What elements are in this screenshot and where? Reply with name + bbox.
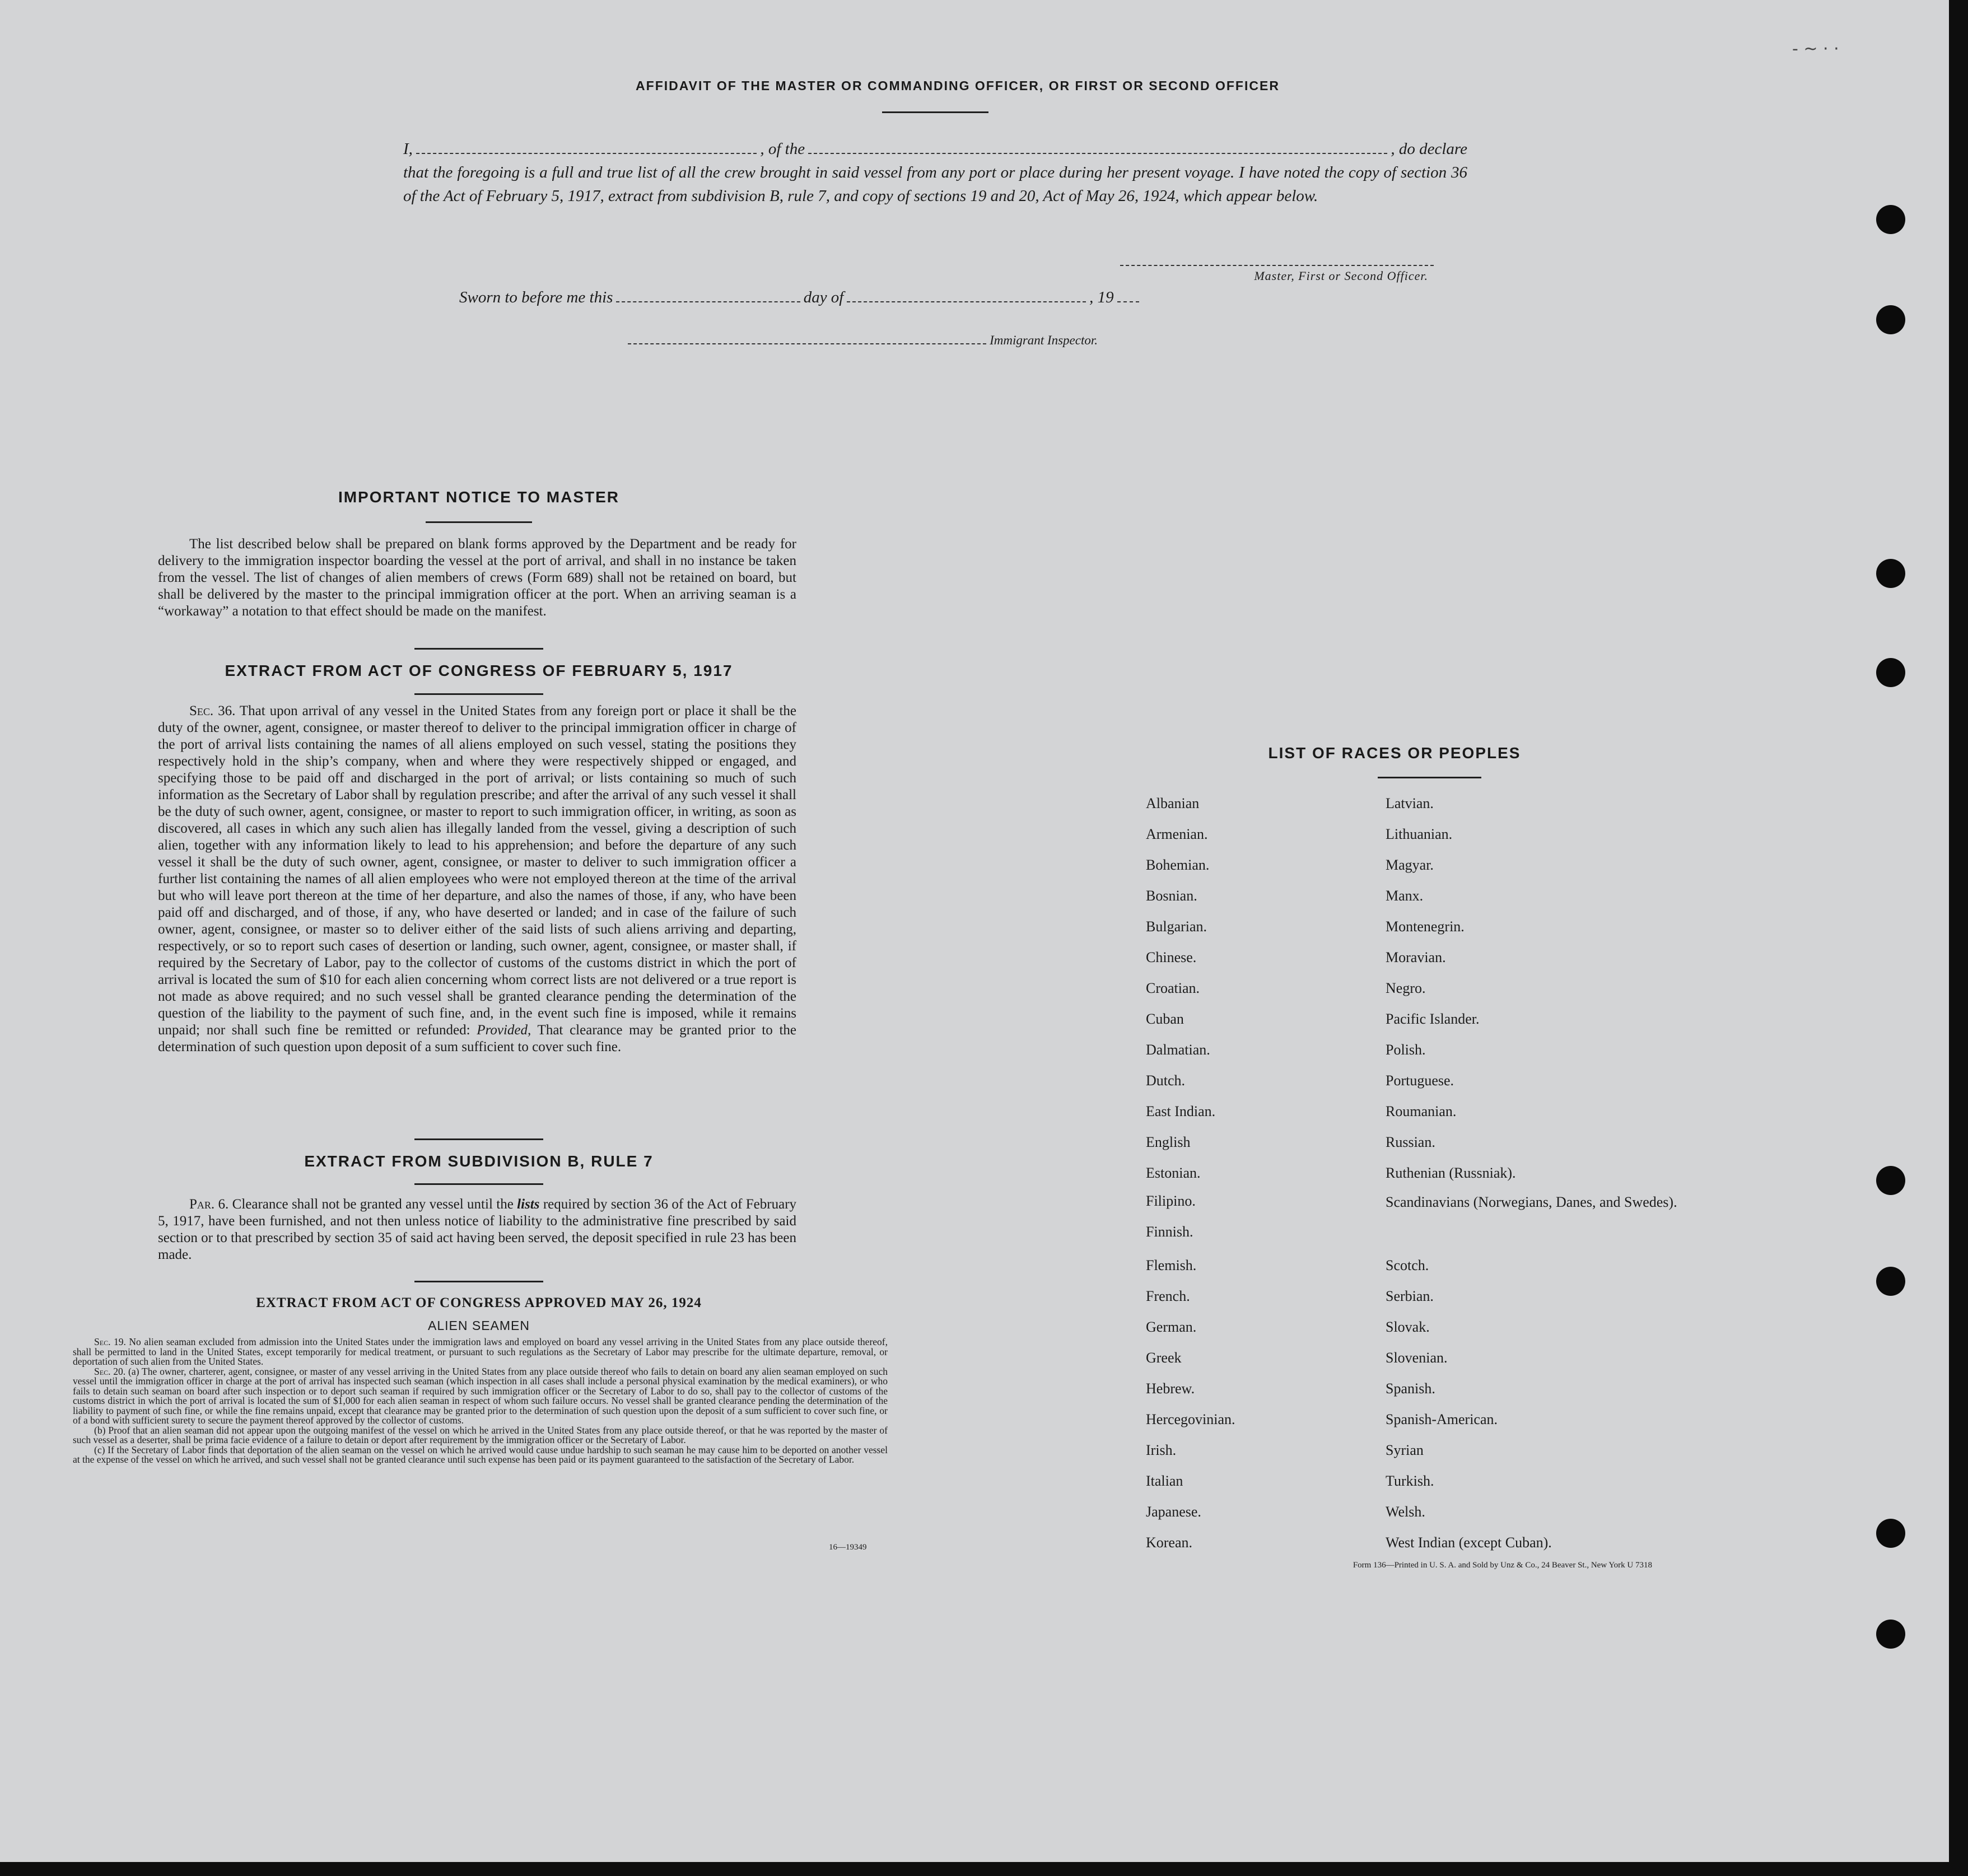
sec-36-label: Sec. 36. — [189, 703, 236, 718]
race-item: Latvian. — [1386, 795, 1434, 811]
punch-hole — [1876, 1519, 1905, 1548]
race-item: Bosnian. — [1146, 888, 1197, 904]
race-item: Armenian. — [1146, 826, 1208, 842]
race-item: Croatian. — [1146, 980, 1200, 996]
month-blank[interactable] — [847, 301, 1086, 302]
race-item: Negro. — [1386, 980, 1426, 996]
race-item: Irish. — [1146, 1442, 1177, 1458]
race-item: Japanese. — [1146, 1504, 1201, 1520]
affidavit-block — [403, 137, 1467, 208]
race-item: Hercegovinian. — [1146, 1411, 1235, 1427]
race-item: French. — [1146, 1288, 1190, 1304]
proviso-label: Provided, — [477, 1023, 531, 1038]
day-blank[interactable] — [616, 301, 800, 302]
declarant-line — [403, 137, 1467, 161]
race-item: Slovenian. — [1386, 1350, 1448, 1366]
race-item: Syrian — [1386, 1442, 1424, 1458]
act-1924-title: EXTRACT FROM ACT OF CONGRESS APPROVED MAY 26, 1924 — [256, 1295, 702, 1310]
race-item: Korean. — [1146, 1534, 1193, 1551]
race-item: Bulgarian. — [1146, 918, 1207, 935]
par-6-label: Par. 6. — [189, 1197, 229, 1212]
act-1924-body — [73, 1337, 888, 1465]
race-item: Hebrew. — [1146, 1380, 1195, 1397]
sec-19-label: Sec. 19. — [94, 1336, 126, 1347]
rule-7-body — [158, 1196, 796, 1263]
notice-rule — [426, 521, 532, 523]
races-right-column — [1386, 788, 1677, 1558]
race-item: Polish. — [1386, 1042, 1426, 1058]
race-item: Cuban — [1146, 1011, 1184, 1027]
inspector-caption: Immigrant Inspector. — [990, 333, 1098, 347]
act-1917-rule — [414, 693, 543, 695]
race-item: Lithuanian. — [1386, 826, 1453, 842]
punch-hole — [1876, 205, 1905, 234]
race-item: Scandinavians (Norwegians, Danes, and Swedes). — [1386, 1194, 1677, 1210]
act-1917-body — [158, 703, 796, 1056]
race-item: Welsh. — [1386, 1504, 1425, 1520]
print-code: 16—19349 — [829, 1543, 867, 1552]
sec-20a-text: (a) The owner, charterer, agent, consignee, or master of any vessel arriving in the United States from any place outside thereof who fails to detain on board any alien seaman employed on such vessel until the immigration officer in charge at the port of arrival has inspected such seaman (which inspection in all cases shall include a personal physical examination by the medical examiners), or who fails to detain such seaman on board after such inspection or to deport such seaman if required by such immigration officer or the Secretary of Labor to do so, shall pay to the collector of customs of the customs district in which the port of arrival is located the sum of $1,000 for each alien seaman in respect of whom such failure occurs. No vessel shall be granted clearance pending the determination of the liability to payment of such fine, or while the fine remains unpaid, except that clearance may be granted prior to the determination of such question upon the deposit of a sum sufficient to cover such fine, or of a bond with sufficient surety to secure the payment thereof approved by the collector of customs. — [73, 1365, 888, 1426]
race-item: Chinese. — [1146, 949, 1197, 965]
race-item: Moravian. — [1386, 949, 1446, 965]
race-item: Dalmatian. — [1146, 1042, 1210, 1058]
act-1917-title: EXTRACT FROM ACT OF CONGRESS OF FEBRUARY 5, 1917 — [225, 662, 733, 679]
par-6-text: Clearance shall not be granted any vessel until the — [232, 1197, 514, 1212]
race-item: German. — [1146, 1319, 1197, 1335]
races-rule — [1378, 777, 1481, 778]
race-item: Greek — [1146, 1350, 1182, 1366]
sworn-year: , 19 — [1089, 288, 1114, 306]
inspector-blank[interactable] — [628, 343, 986, 344]
race-item: Flemish. — [1146, 1257, 1197, 1273]
race-item: English — [1146, 1134, 1191, 1150]
sec-19-text: No alien seaman excluded from admission into the United States under the immigration laws and employed on board any vessel arriving in the United States from any place outside thereof, shall be permitted to land in the United States, except temporarily for medical treatment, or pursuant to such regulations as the Secretary of Labor may prescribe for the ultimate departure, removal, or deportation of such alien from the United States. — [73, 1336, 888, 1367]
race-item: Pacific Islander. — [1386, 1011, 1480, 1027]
race-item: Bohemian. — [1146, 857, 1210, 873]
year-blank[interactable] — [1117, 301, 1139, 302]
vessel-blank[interactable] — [808, 153, 1387, 154]
sworn-day-of: day of — [803, 288, 844, 306]
affidavit-of-the: , of the — [760, 140, 805, 158]
signature-blank[interactable] — [1120, 265, 1434, 266]
race-item: Manx. — [1386, 888, 1424, 904]
races-left-column — [1146, 788, 1359, 1558]
race-item: East Indian. — [1146, 1103, 1216, 1119]
race-item: Serbian. — [1386, 1288, 1434, 1304]
lists-word: lists — [517, 1197, 540, 1212]
race-item: Slovak. — [1386, 1319, 1430, 1335]
title-rule — [882, 111, 988, 113]
sworn-prefix: Sworn to before me this — [459, 288, 613, 306]
rule-7-rule — [414, 1183, 543, 1185]
inspector-line — [624, 333, 1098, 349]
race-item: West Indian (except Cuban). — [1386, 1534, 1552, 1551]
notice-body: The list described below shall be prepared on blank forms approved by the Department and be ready for delivery to the immigration inspector boarding the vessel at the port of arrival, and shall in no instance be taken from the vessel. The list of changes of alien members of crews (Form 689) shall not be retained on board, but shall be delivered by the master to the principal immigration officer at the port. When an arriving seaman is a “workaway” a notation to that effect should be made on the manifest. — [158, 536, 796, 619]
race-item: Filipino. — [1146, 1193, 1196, 1209]
rule-7-end-rule — [414, 1281, 543, 1282]
punch-hole — [1876, 1267, 1905, 1296]
affidavit-title: AFFIDAVIT OF THE MASTER OR COMMANDING OFFICER, OR FIRST OR SECOND OFFICER — [636, 78, 1280, 93]
affidavit-do-declare: , do declare — [1391, 140, 1467, 158]
race-item: Russian. — [1386, 1134, 1435, 1150]
race-item: Turkish. — [1386, 1473, 1434, 1489]
name-blank[interactable] — [416, 153, 757, 154]
sec-20b-text: (b) Proof that an alien seaman did not appear upon the outgoing manifest of the vessel on which he arrived in the United States from any place outside thereof, or that he was reported by the master of such vessel as a deserter, shall be prima facie evidence of a failure to detain or deport after requirement by the immigration officer or the Secretary of Labor. — [73, 1424, 888, 1445]
sec-36-text: That upon arrival of any vessel in the United States from any foreign port or place it shall be the duty of the owner, agent, consignee, or master thereof to deliver to the principal immigration officer in charge of the port of arrival lists containing the names of all aliens employed on such vessel, stating the positions they respectively hold in the ship’s company, when and where they were respectively shipped or engaged, and specifying those to be paid off and discharged in the port of arrival; or lists containing so much of such information as the Secretary of Labor shall by regulation prescribe; and after the arrival of any such vessel it shall be the duty of such owner, agent, consignee, or master to report to such immigration officer, in writing, as soon as discovered, all cases in which any such alien has illegally landed from the vessel, giving a description of such alien, together with any information likely to lead to his apprehension; and before the departure of any such vessel it shall be the duty of such owner, agent, consignee, or master to deliver to such immigration officer a further list containing the names of all alien employees who were not employed thereon at the time of the arrival but who will leave port thereon at the time of her departure, and also the names of those, if any, who have been paid off and discharged, and of those, if any, who have deserted or landed; and in case of the failure of such owner, agent, consignee, or master so to deliver either of the said lists of such aliens arriving and departing, respectively, or so to report such cases of desertion or landing, such owner, agent, consignee, or master shall, if required by the Secretary of Labor, pay to the collector of customs of the customs district in which the port of arrival is located the sum of $10 for each alien concerning whom correct lists are not delivered or a true report is not made as above required; and no such vessel shall be granted clearance pending the determination of the question of the liability to the payment of such fine, and, in the event such fine is imposed, while it remains unpaid; nor shall such fine be remitted or refunded: — [158, 703, 796, 1038]
notice-end-rule — [414, 648, 543, 650]
race-item: Italian — [1146, 1473, 1183, 1489]
race-item: Finnish. — [1146, 1224, 1193, 1240]
punch-hole — [1876, 1620, 1905, 1649]
sworn-line — [459, 288, 1142, 307]
race-item: Albanian — [1146, 795, 1200, 811]
punch-hole — [1876, 559, 1905, 588]
punch-hole — [1876, 305, 1905, 334]
punch-hole — [1876, 658, 1905, 687]
race-item: Spanish. — [1386, 1380, 1435, 1397]
race-item: Dutch. — [1146, 1072, 1186, 1089]
race-item: Magyar. — [1386, 857, 1434, 873]
act-1924-subtitle: ALIEN SEAMEN — [428, 1318, 530, 1333]
affidavit-i: I, — [403, 140, 413, 158]
corner-mark: - ~ · · — [1792, 39, 1839, 59]
sec-36-end: That clearance may be granted prior to the determination of such question upon deposit of a sum sufficient to cover such fine. — [158, 1023, 796, 1054]
race-item: Estonian. — [1146, 1165, 1201, 1181]
race-item: Scotch. — [1386, 1257, 1429, 1273]
par-6-end: required by section 36 of the Act of February 5, 1917, have been furnished, and not then unless notice of liability to the administrative fine prescribed by said section or to that prescribed by section 35 of said act having been served, the deposit specified in rule 23 has been made. — [158, 1197, 797, 1262]
punch-hole — [1876, 1166, 1905, 1195]
races-title: LIST OF RACES OR PEOPLES — [1268, 744, 1521, 762]
race-item: Montenegrin. — [1386, 918, 1465, 935]
race-item: Roumanian. — [1386, 1103, 1457, 1119]
race-item: Ruthenian (Russniak). — [1386, 1165, 1516, 1181]
sec-20c-text: (c) If the Secretary of Labor finds that deportation of the alien seaman on the vessel on which he arrived would cause undue hardship to such seaman he may cause him to be deported on another vessel at the expense of the vessel on which he arrived, and such vessel shall not be granted clearance until such expense has been paid or its payment guaranteed to the satisfaction of the Secretary of Labor. — [73, 1444, 888, 1465]
rule-7-title: EXTRACT FROM SUBDIVISION B, RULE 7 — [304, 1152, 654, 1170]
race-item: Portuguese. — [1386, 1072, 1454, 1089]
sec-20-label: Sec. 20. — [94, 1365, 126, 1377]
notice-title: IMPORTANT NOTICE TO MASTER — [338, 488, 620, 506]
affidavit-body: that the foregoing is a full and true list of all the crew brought in said vessel from any port or place during her present voyage. I have noted the copy of section 36 of the Act of February 5, 1917, extract from subdivision B, rule 7, and copy of sections 19 and 20, Act of May 26, 1924, which appear below. — [403, 164, 1467, 205]
act-1917-end-rule — [414, 1138, 543, 1140]
race-item: Spanish-American. — [1386, 1411, 1498, 1427]
signature-caption: Master, First or Second Officer. — [1254, 269, 1428, 283]
form-imprint: Form 136—Printed in U. S. A. and Sold by Unz & Co., 24 Beaver St., New York U 7318 — [1353, 1561, 1652, 1570]
